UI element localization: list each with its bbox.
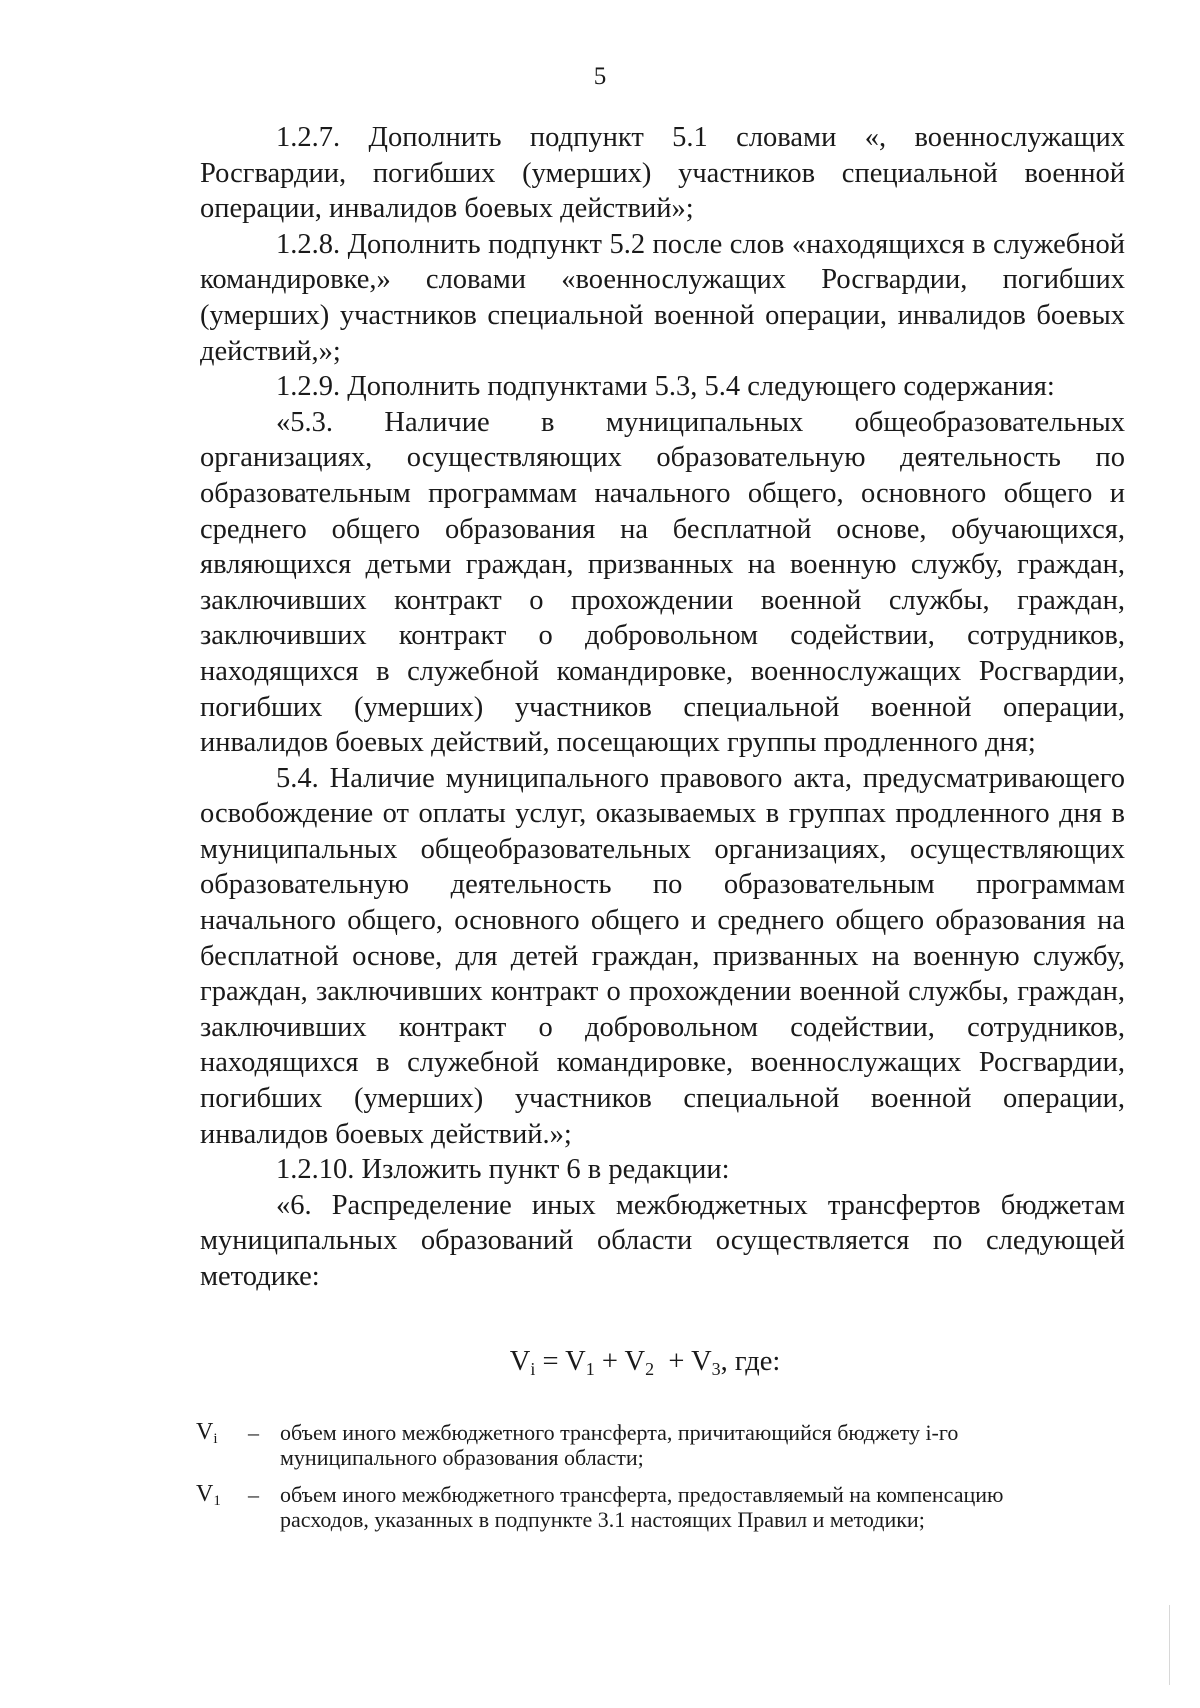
- definition-dash: –: [248, 1482, 259, 1507]
- definition-dash: –: [248, 1420, 259, 1445]
- definition-symbol-sub: 1: [213, 1493, 221, 1509]
- definition-symbol: [196, 1482, 248, 1507]
- formula-term-1-sub: 1: [585, 1359, 595, 1379]
- formula-tail: , где:: [720, 1346, 781, 1377]
- formula-plus-2: +: [654, 1346, 692, 1377]
- paragraph-5-3: «5.3. Наличие в муниципальных общеобразовательных организациях, осуществляющих образовательную деятельность по образовательным программам начального общего, основного общего и среднего общего образования на бесплатной основе, обучающихся, являющихся детьми граждан, призванных на военную службу, граждан, заключивших контракт о прохождении военной службы, граждан, заключивших контракт о добровольном содействии, сотрудников, находящихся в служебной командировке, военнослужащих Росгвардии, погибших (умерших) участников специальной военной операции, инвалидов боевых действий, посещающих группы продленного дня;: [200, 406, 1125, 759]
- formula: [0, 1345, 1200, 1379]
- formula-term-2: V: [624, 1346, 646, 1377]
- paragraph-5-4: 5.4. Наличие муниципального правового акта, предусматривающего освобождение от оплаты услуг, оказываемых в группах продленного дня в муниципальных общеобразовательных организациях, осуществляющих образовательную деятельность по образовательным программам начального общего, основного общего и среднего общего образования на бесплатной основе, для детей граждан, призванных на военную службу, граждан, заключивших контракт о прохождении военной службы, граждан, заключивших контракт о добровольном содействии, сотрудников, находящихся в служебной командировке, военнослужащих Росгвардии, погибших (умерших) участников специальной военной операции, инвалидов боевых действий.»;: [200, 762, 1125, 1150]
- formula-lhs: V: [509, 1346, 531, 1377]
- definitions-list: [196, 1420, 1096, 1544]
- definition-symbol-letter: V: [196, 1481, 214, 1507]
- definition-row: [196, 1420, 1096, 1470]
- definition-text: объем иного межбюджетного трансферта, причитающийся бюджету i-го муниципального образования области;: [280, 1420, 959, 1470]
- paragraph-6: «6. Распределение иных межбюджетных трансфертов бюджетам муниципальных образований области осуществляется по следующей методике:: [200, 1189, 1125, 1292]
- formula-term-1: V: [565, 1346, 586, 1377]
- formula-term-3-sub: 3: [711, 1359, 721, 1379]
- definition-symbol: [196, 1420, 248, 1445]
- formula-plus-1: +: [594, 1346, 625, 1377]
- page-number: 5: [593, 63, 607, 90]
- definition-symbol-sub: i: [213, 1431, 218, 1447]
- scan-edge-mark: [1169, 1605, 1170, 1685]
- formula-term-2-sub: 2: [645, 1359, 655, 1379]
- paragraph-1-2-9: 1.2.9. Дополнить подпунктами 5.3, 5.4 следующего содержания:: [276, 371, 1055, 403]
- formula-lhs-sub: i: [530, 1359, 536, 1379]
- document-body: [200, 120, 1125, 1295]
- paragraph-1-2-8: 1.2.8. Дополнить подпункт 5.2 после слов «находящихся в служебной командировке,» словами «военнослужащих Росгвардии, погибших (умерших) участников специальной военной операции, инвалидов боевых действий,»;: [200, 228, 1125, 367]
- formula-equals: =: [535, 1346, 566, 1377]
- definition-symbol-letter: V: [196, 1419, 214, 1445]
- paragraph-1-2-10: 1.2.10. Изложить пункт 6 в редакции:: [276, 1154, 730, 1186]
- definition-text: объем иного межбюджетного трансферта, предоставляемый на компенсацию расходов, указанных в подпункте 3.1 настоящих Правил и методики;: [280, 1482, 1004, 1532]
- formula-term-3: V: [691, 1346, 712, 1377]
- paragraph-1-2-7: 1.2.7. Дополнить подпункт 5.1 словами «, военнослужащих Росгвардии, погибших (умерших) участников специальной военной операции, инвалидов боевых действий»;: [200, 122, 1125, 225]
- definition-row: [196, 1482, 1096, 1532]
